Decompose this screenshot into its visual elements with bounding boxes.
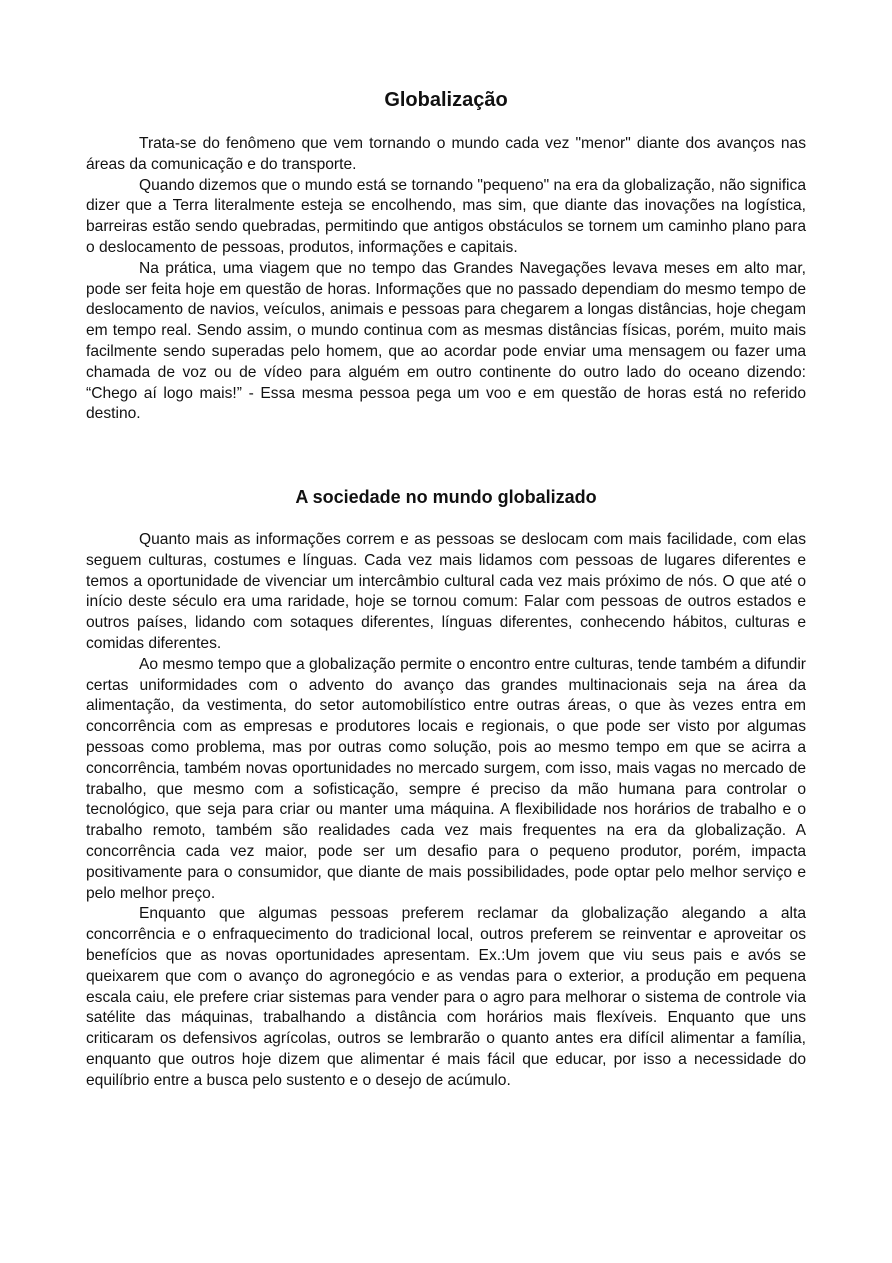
document-title: Globalização bbox=[384, 89, 508, 111]
intro-paragraph-1: Trata-se do fenômeno que vem tornando o mundo cada vez "menor" diante dos avanços nas áreas da comunicação e do transporte. bbox=[86, 135, 806, 173]
society-section bbox=[86, 530, 806, 1092]
section-title: A sociedade no mundo globalizado bbox=[295, 487, 597, 507]
section-paragraph-2: Ao mesmo tempo que a globalização permite o encontro entre culturas, tende também a difundir certas uniformidades com o advento do avanço das grandes multinacionais seja na área da alimentação, da vestimenta, do setor automobilístico entre outras áreas, o que às vezes entra em concorrência com as empresas e produtores locais e regionais, o que pode ser visto por algumas pessoas como problema, mas por outras como solução, pois ao mesmo tempo em que se acirra a concorrência, também novas oportunidades no mercado surgem, com isso, mais vagas no mercado de trabalho, que mesmo com a sofisticação, sempre é preciso da mão humana para controlar o tecnológico, que seja para criar ou manter uma máquina. A flexibilidade nos horários de trabalho e o trabalho remoto, também são realidades cada vez mais frequentes na era da globalização. A concorrência cada vez maior, pode ser um desafio para o pequeno produtor, porém, impacta positivamente para o consumidor, que diante de mais possibilidades, pode optar pelo melhor serviço e pelo melhor preço. bbox=[86, 655, 806, 902]
intro-paragraph-3: Na prática, uma viagem que no tempo das Grandes Navegações levava meses em alto mar, pode ser feita hoje em questão de horas. Informações que no passado dependiam do mesmo tempo de deslocamento de navios, veículos, animais e pessoas para chegarem a longas distâncias, hoje chegam em tempo real. Sendo assim, o mundo continua com as mesmas distâncias físicas, porém, muito mais facilmente sendo superadas pelo homem, que ao acordar pode enviar uma mensagem ou fazer uma chamada de voz ou de vídeo para alguém em outro continente do outro lado do oceano dizendo: “Chego aí logo mais!” - Essa mesma pessoa pega um voo e em questão de horas está no referido destino. bbox=[86, 259, 806, 423]
section-paragraph-1: Quanto mais as informações correm e as pessoas se deslocam com mais facilidade, com elas seguem culturas, costumes e línguas. Cada vez mais lidamos com pessoas de lugares diferentes e temos a oportunidade de vivenciar um intercâmbio cultural cada vez mais próximo de nós. O que até o início deste século era uma raridade, hoje se tornou comum: Falar com pessoas de outros estados e outros países, lidando com sotaques diferentes, línguas diferentes, conhecendo hábitos, culturas e comidas diferentes. bbox=[86, 531, 806, 652]
section-paragraph-3: Enquanto que algumas pessoas preferem reclamar da globalização alegando a alta concorrência e o enfraquecimento do tradicional local, outros preferem se reinventar e aproveitar os benefícios que as novas oportunidades apresentam. Ex.:Um jovem que viu seus pais e avós se queixarem que com o avanço do agronegócio e as vendas para o exterior, a produção em pequena escala caiu, ele prefere criar sistemas para vender para o agro para melhorar o sistema de controle via satélite das máquinas, trabalhando a distância com horários mais flexíveis. Enquanto que uns criticaram os defensivos agrícolas, outros se lembrarão o quanto antes era difícil alimentar a família, enquanto que outros hoje dizem que alimentar é mais fácil que educar, por isso a necessidade do equilíbrio entre a busca pelo sustento e o desejo de acúmulo. bbox=[86, 905, 806, 1089]
intro-section bbox=[86, 134, 806, 425]
intro-paragraph-2: Quando dizemos que o mundo está se tornando "pequeno" na era da globalização, não significa dizer que a Terra literalmente esteja se encolhendo, mas sim, que diante das inovações na logística, barreiras estão sendo quebradas, permitindo que antigos obstáculos se tornem um caminho plano para o deslocamento de pessoas, produtos, informações e capitais. bbox=[86, 176, 806, 256]
